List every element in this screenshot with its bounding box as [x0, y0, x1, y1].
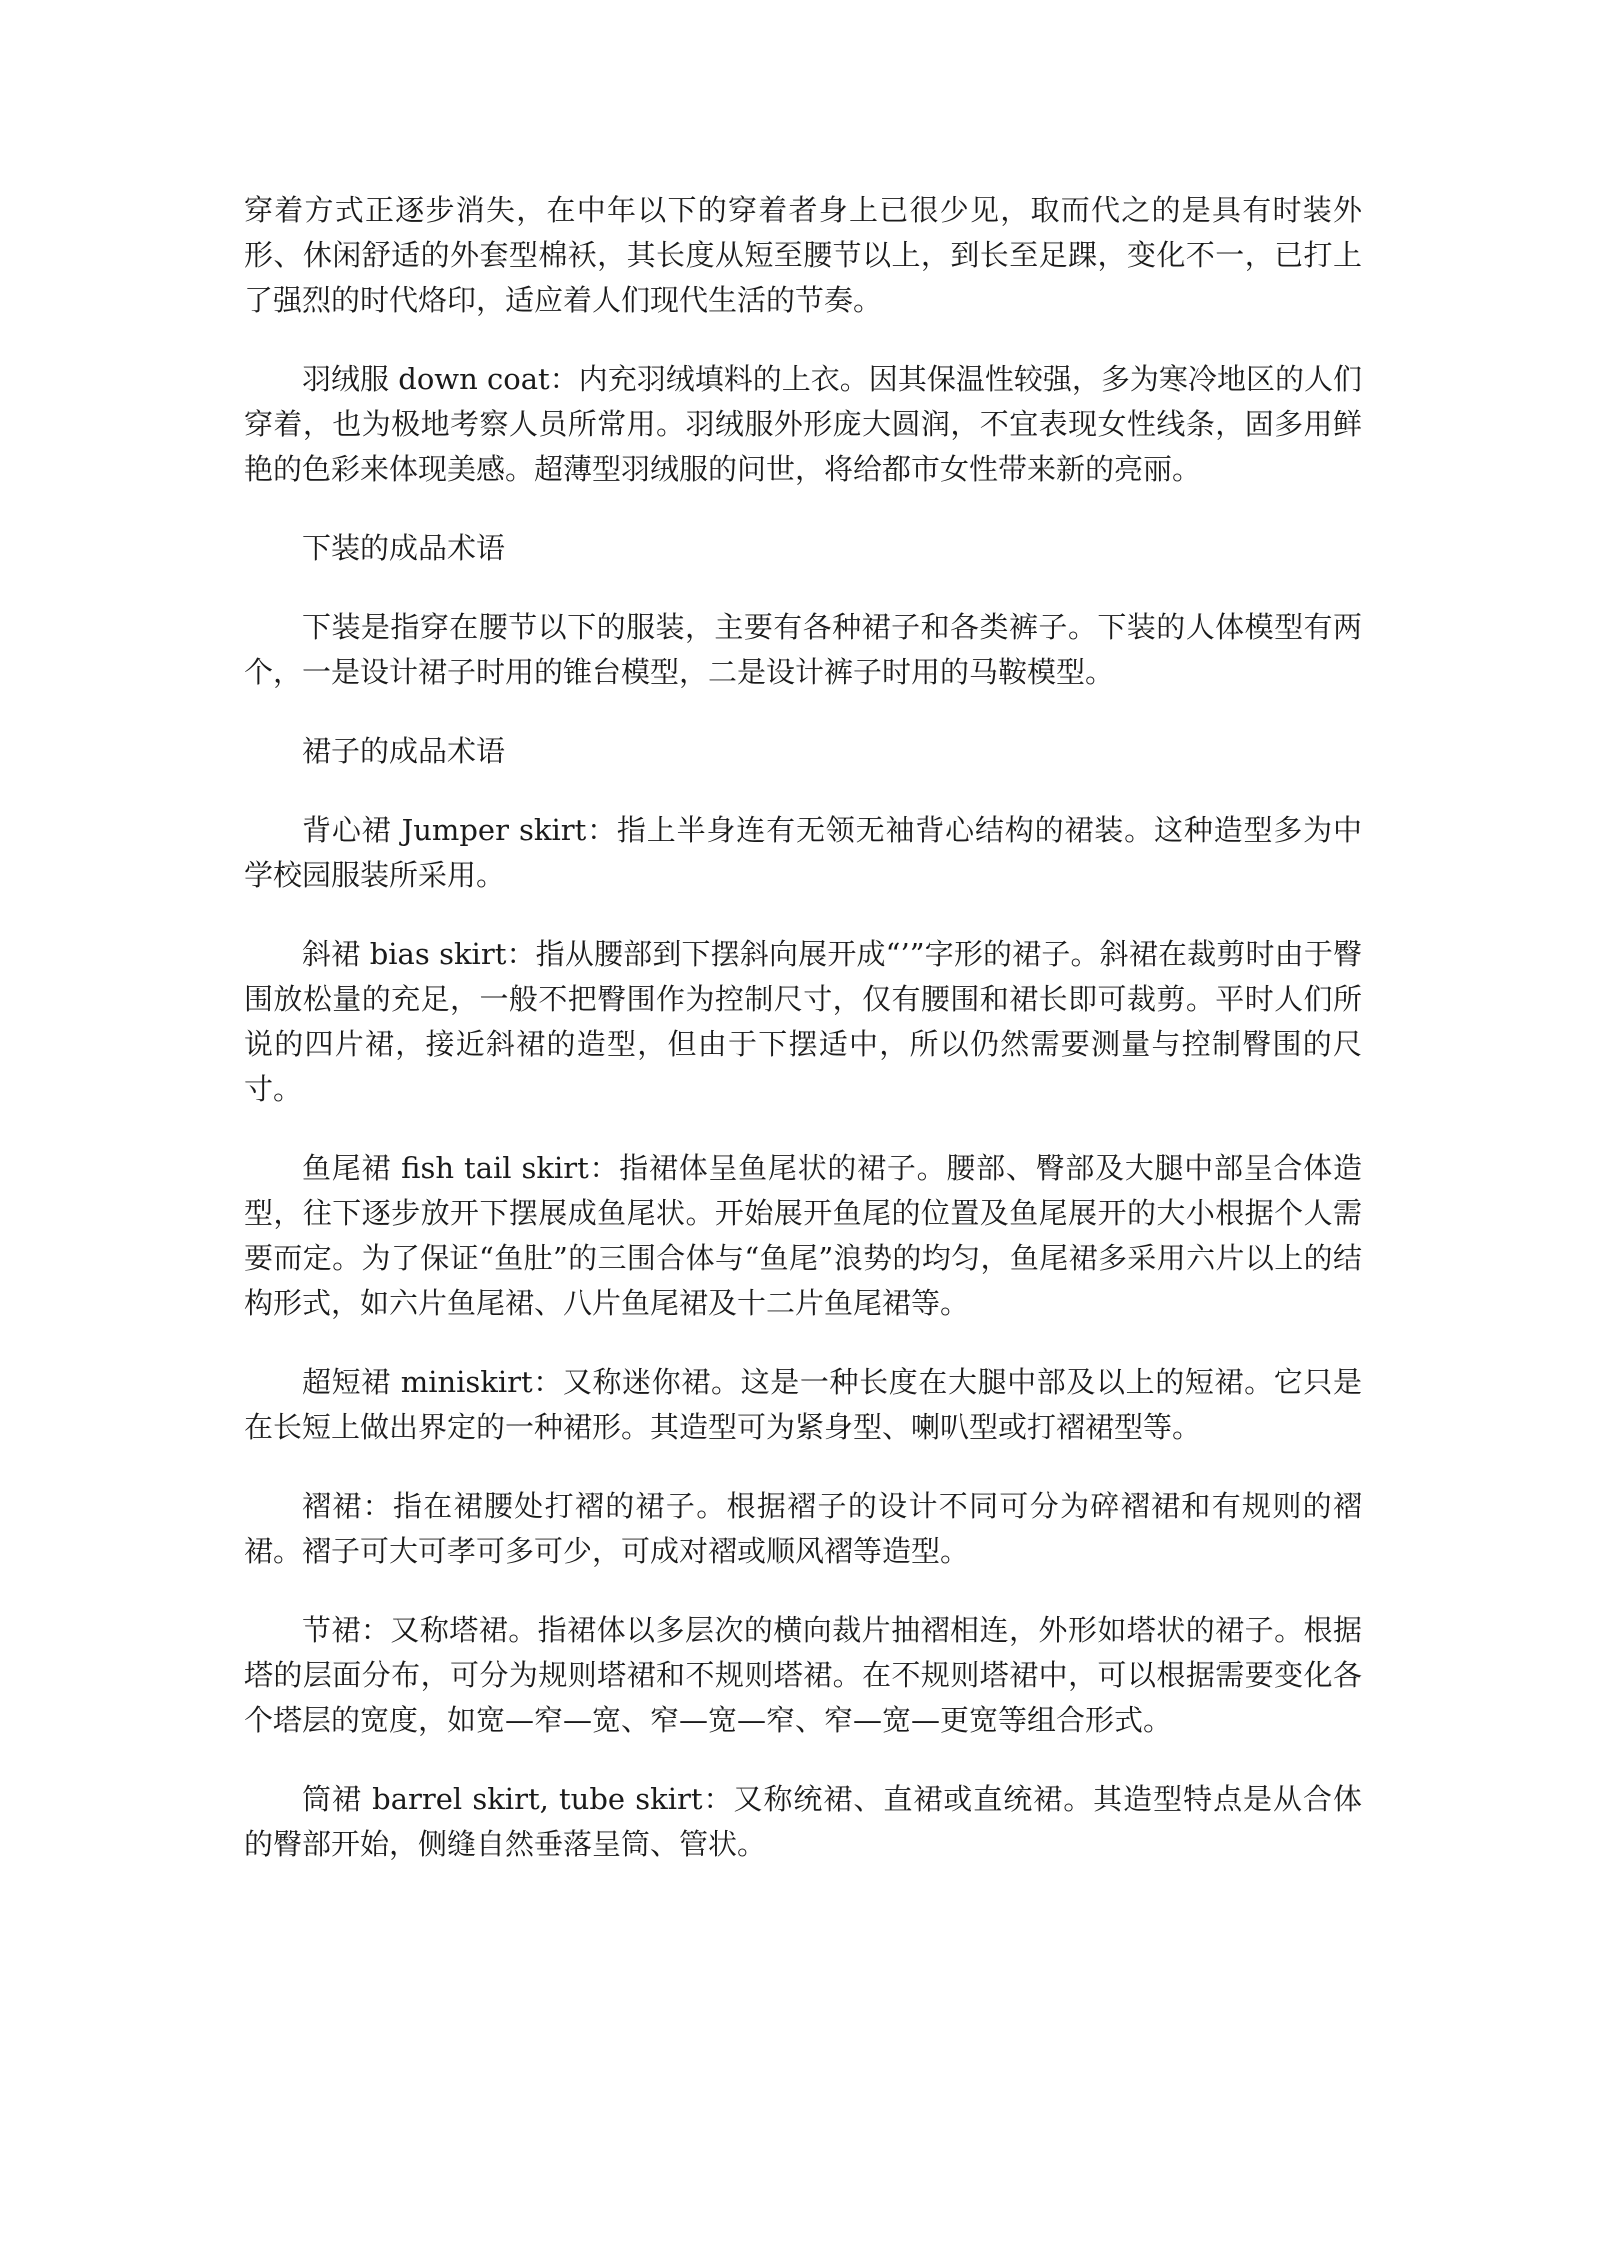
paragraph-tube-skirt: 筒裙 barrel skirt, tube skirt：又称统裙、直裙或直统裙。其造型特点是从合体的臀部开始，侧缝自然垂落呈筒、管状。 [244, 1782, 1362, 1861]
paragraph-fish-tail-skirt: 鱼尾裙 fish tail skirt：指裙体呈鱼尾状的裙子。腰部、臀部及大腿中部呈合体造型，往下逐步放开下摆展成鱼尾状。开始展开鱼尾的位置及鱼尾展开的大小根据个人需要而定。为了保证“鱼肚”的三围合体与“鱼尾”浪势的均匀，鱼尾裙多采用六片以上的结构形式，如六片鱼尾裙、八片鱼尾裙及十二片鱼尾裙等。 [244, 1151, 1362, 1320]
paragraph-down-coat: 羽绒服 down coat：内充羽绒填料的上衣。因其保温性较强，多为寒冷地区的人们穿着，也为极地考察人员所常用。羽绒服外形庞大圆润，不宜表现女性线条，固多用鲜艳的色彩来体现美感。超薄型羽绒服的问世，将给都市女性带来新的亮丽。 [244, 362, 1362, 486]
paragraph-pleated-skirt: 褶裙：指在裙腰处打褶的裙子。根据褶子的设计不同可分为碎褶裙和有规则的褶裙。褶子可大可孝可多可少，可成对褶或顺风褶等造型。 [244, 1489, 1362, 1568]
section-heading-bottoms: 下装的成品术语 [302, 531, 506, 565]
paragraph-jumper-skirt: 背心裙 Jumper skirt：指上半身连有无领无袖背心结构的裙装。这种造型多为中学校园服装所采用。 [244, 813, 1362, 892]
paragraph-continuation: 穿着方式正逐步消失，在中年以下的穿着者身上已很少见，取而代之的是具有时装外形、休闲舒适的外套型棉袄，其长度从短至腰节以上，到长至足踝，变化不一，已打上了强烈的时代烙印，适应着人们现代生活的节奏。 [244, 193, 1362, 317]
paragraph-miniskirt: 超短裙 miniskirt：又称迷你裙。这是一种长度在大腿中部及以上的短裙。它只是在长短上做出界定的一种裙形。其造型可为紧身型、喇叭型或打褶裙型等。 [244, 1365, 1362, 1444]
section-heading-skirts: 裙子的成品术语 [302, 734, 506, 768]
paragraph-bias-skirt: 斜裙 bias skirt：指从腰部到下摆斜向展开成“’”字形的裙子。斜裙在裁剪时由于臀围放松量的充足，一般不把臀围作为控制尺寸，仅有腰围和裙长即可裁剪。平时人们所说的四片裙，接近斜裙的造型，但由于下摆适中，所以仍然需要测量与控制臀围的尺寸。 [244, 937, 1362, 1106]
paragraph-bottoms-definition: 下装是指穿在腰节以下的服装，主要有各种裙子和各类裤子。下装的人体模型有两个，一是设计裙子时用的锥台模型，二是设计裤子时用的马鞍模型。 [244, 610, 1362, 689]
document-body [244, 188, 1362, 1901]
paragraph-tiered-skirt: 节裙：又称塔裙。指裙体以多层次的横向裁片抽褶相连，外形如塔状的裙子。根据塔的层面分布，可分为规则塔裙和不规则塔裙。在不规则塔裙中，可以根据需要变化各个塔层的宽度，如宽—窄—宽、窄—宽—窄、窄—宽—更宽等组合形式。 [244, 1613, 1362, 1737]
